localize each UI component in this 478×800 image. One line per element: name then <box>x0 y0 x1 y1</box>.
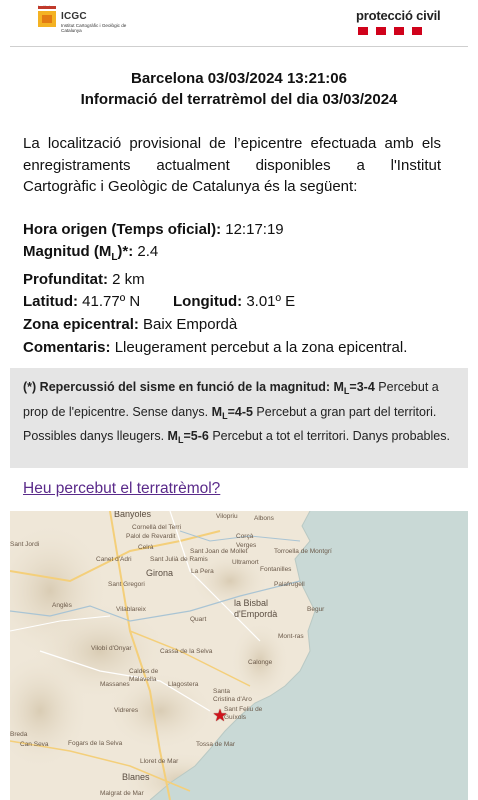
icgc-logo-mark-icon <box>38 9 58 29</box>
map-label-vilablareix: Vilablareix <box>116 606 146 613</box>
zona-epicentral-label: Zona epicentral: <box>23 316 139 333</box>
map-label-sant-jordi: Sant Jordi <box>10 541 40 548</box>
longitud-value: 3.01º E <box>246 293 296 310</box>
map-label-malgrat: Malgrat de Mar <box>100 790 144 797</box>
page-title <box>0 68 478 110</box>
title-date: Barcelona 03/03/2024 13:21:06 <box>131 70 347 87</box>
map-label-caldes: Caldes de Malavella <box>129 668 159 683</box>
map-label-can-seva: Can Seva <box>20 741 49 748</box>
header-divider <box>10 46 468 47</box>
map-label-begur: Begur <box>307 606 325 613</box>
proteccio-civil-name: protecció civil <box>356 8 441 23</box>
header <box>0 0 478 46</box>
magnitud-value: 2.4 <box>137 243 159 260</box>
intro-line: La localització provisional de l’epicentre efectuada amb els <box>23 135 441 152</box>
note-range-1-text: Percebut a prop de l'epicentre. Sense danys. <box>23 380 439 419</box>
map-label-sant-feliu: Sant Feliu de Guíxols <box>224 706 263 721</box>
epicenter-map[interactable] <box>10 511 468 800</box>
map-label-lloret: Lloret de Mar <box>140 758 179 765</box>
map-label-tossa: Tossa de Mar <box>196 741 236 748</box>
map-label-fogars: Fogars de la Selva <box>68 740 123 747</box>
map-label-torroella: Torroella de Montgrí <box>274 548 332 555</box>
map-label-llagostera: Llagostera <box>168 681 199 688</box>
felt-report-link[interactable]: Heu percebut el terratrèmol? <box>23 480 221 497</box>
map-label-mont-ras: Mont-ras <box>278 633 304 640</box>
map-label-corca: Corçà <box>236 533 254 540</box>
map-label-vilobi: Vilobí d'Onyar <box>91 645 132 652</box>
map-label-celra: Celrà <box>138 544 154 551</box>
magnitud-label: Magnitud $(M_L)*$: <box>23 243 134 263</box>
icgc-logo-name: ICGC <box>61 11 87 22</box>
zona-epicentral-value: Baix Empordà <box>143 316 238 333</box>
map-label-quart: Quart <box>190 616 207 623</box>
map-label-sant-gregori: Sant Gregori <box>108 581 145 588</box>
comentaris-row <box>23 338 407 358</box>
map-label-banyoles: Banyoles <box>114 511 152 519</box>
hora-origen-label: Hora origen (Temps oficial): <box>23 221 222 238</box>
map-label-canet: Canet d'Adri <box>96 556 132 563</box>
icgc-logo[interactable] <box>38 8 128 38</box>
zona-epicentral-row <box>23 315 237 335</box>
map-label-breda: Breda <box>10 731 28 738</box>
magnitude-note-box: (*) Repercussió del sisme en funció de la magnitud: $M_L=3-4$ Percebut a prop de l'epicentre. Sense danys. $M_L=4-5$ Percebut a gran part del territori. Possibles danys lleugers. $M_L=5-6$ Percebut a tot el territori. Danys probables. <box>10 368 468 468</box>
map-label-massanes: Massanes <box>100 681 130 688</box>
map-label-palol: Palol de Revardit <box>126 533 176 540</box>
map-label-pera: La Pera <box>191 568 214 575</box>
map-label-angles: Anglès <box>52 602 72 609</box>
map-label-santa-cristina: Santa Cristina d'Aro <box>213 688 252 703</box>
icgc-logo-subtitle: Institut Cartogràfic i Geològic de Catalunya <box>61 23 127 33</box>
note-range-3-text: Percebut a tot el territori. Danys probables. <box>212 429 450 444</box>
longitud-label: Longitud: <box>173 293 243 310</box>
map-label-cassa: Cassà de la Selva <box>160 648 213 655</box>
profunditat-value: 2 km <box>112 271 145 288</box>
map-label-sant-joan: Sant Joan de Mollet <box>190 548 248 555</box>
map-label-sant-julia: Sant Julià de Ramis <box>150 556 208 563</box>
epicenter-star-icon[interactable]: ★ <box>212 706 228 725</box>
longitud-row <box>173 292 295 312</box>
profunditat-row <box>23 270 145 290</box>
intro-line: Cartogràfic i Geològic de Catalunya és la següent: <box>23 178 358 195</box>
map-label-bisbal: la Bisbal d'Empordà <box>234 598 278 619</box>
intro-line: enregistraments actualment disponibles a l'Institut <box>23 156 441 174</box>
latitud-label: Latitud: <box>23 293 78 310</box>
proteccio-civil-logo[interactable] <box>356 8 446 38</box>
map-label-fontanilles: Fontanilles <box>260 566 292 573</box>
note-heading: (*) Repercussió del sisme en funció de la magnitud: <box>23 380 331 394</box>
map-label-verges: Verges <box>236 542 257 549</box>
map-label-palafrugell: Palafrugell <box>274 581 305 588</box>
map-label-calonge: Calonge <box>248 659 273 666</box>
map-label-ultramort: Ultramort <box>232 559 259 566</box>
comentaris-value: Lleugerament percebut a la zona epicentral. <box>114 339 408 356</box>
coordinates-row <box>23 292 140 312</box>
latitud-value: 41.77º N <box>82 293 141 310</box>
magnitud-row <box>23 242 158 268</box>
note-range-2-text: Percebut a gran part del territori. Possibles danys lleugers. <box>23 404 437 444</box>
map-label-vilopriu: Vilopriu <box>216 513 238 520</box>
title-subject: Informació del terratrèmol del dia 03/03/2024 <box>80 91 398 108</box>
hora-origen-value: 12:17:19 <box>225 221 284 238</box>
map-label-blanes: Blanes <box>122 772 150 782</box>
comentaris-label: Comentaris: <box>23 339 111 356</box>
profunditat-label: Profunditat: <box>23 271 108 288</box>
map-label-cornella: Cornellà del Terri <box>132 524 182 531</box>
map-label-girona: Girona <box>146 568 174 578</box>
intro-paragraph <box>23 133 441 198</box>
map-label-albons: Albons <box>254 515 274 522</box>
hora-origen-row <box>23 220 284 240</box>
map-label-vidreres: Vidreres <box>114 707 139 714</box>
red-bars-icon <box>358 27 422 35</box>
